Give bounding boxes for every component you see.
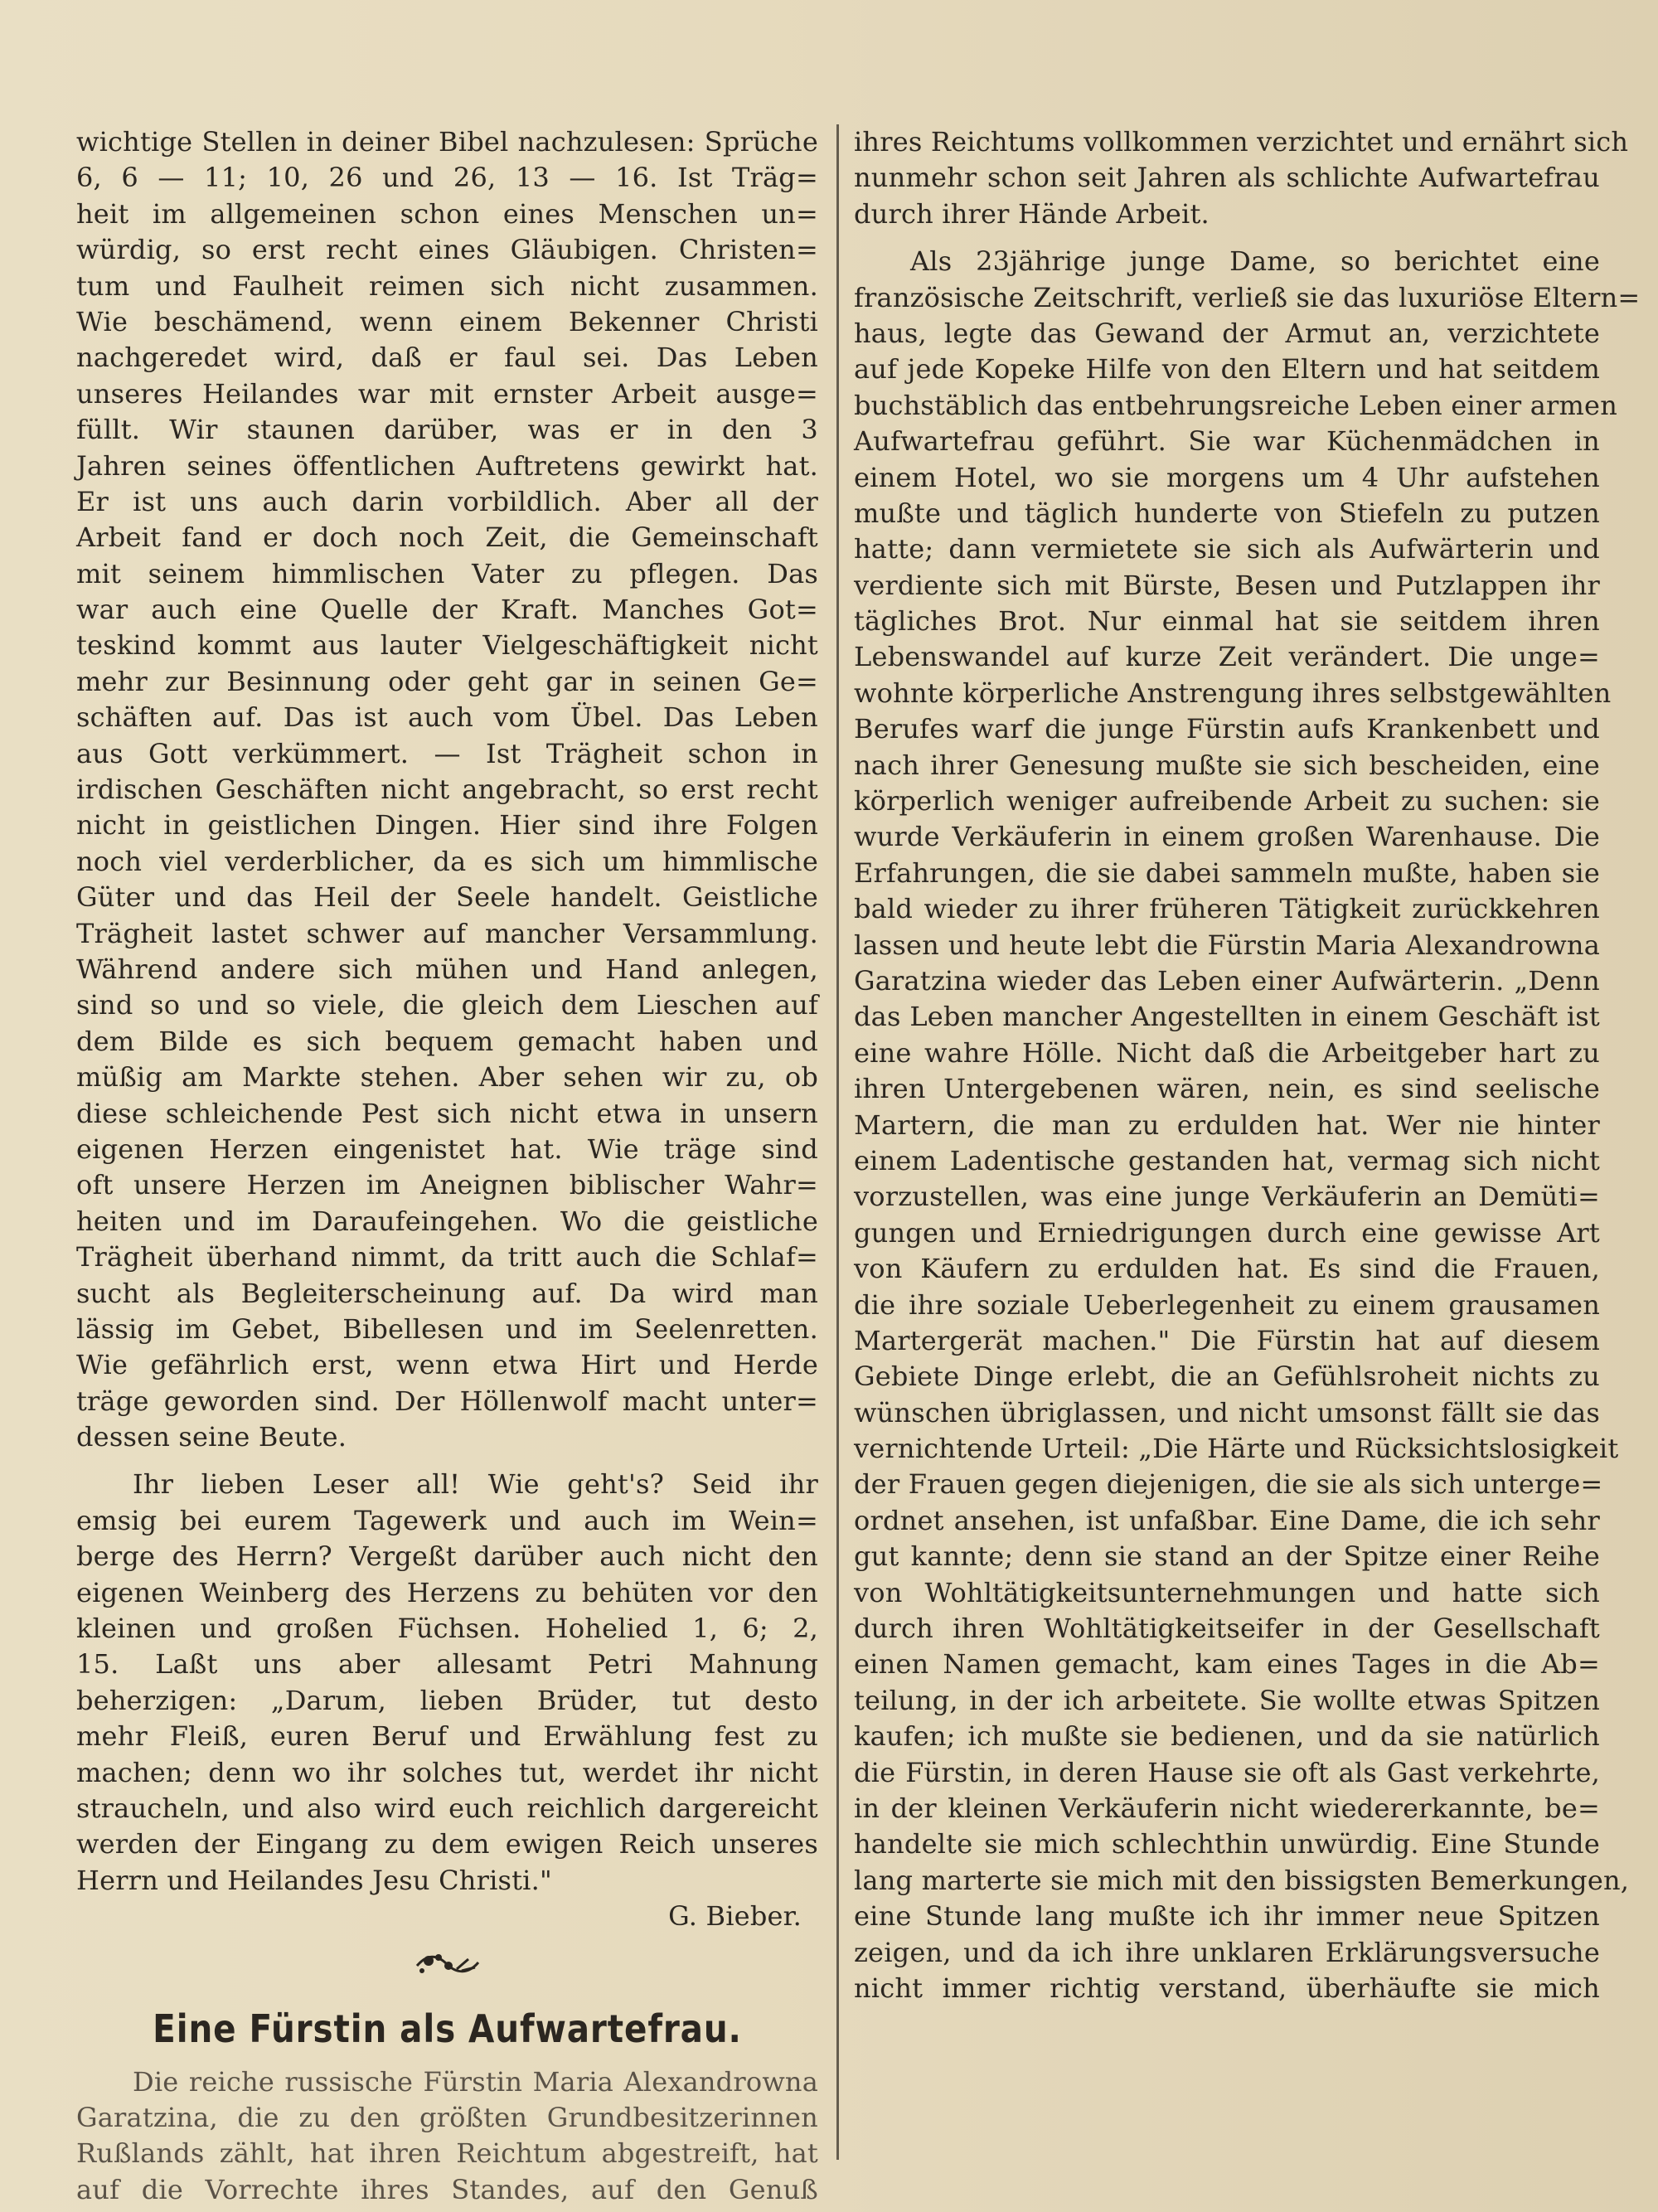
text-line: Rußlands zählt, hat ihren Reichtum abgestreift, hat xyxy=(76,2137,818,2170)
text-line: französische Zeitschrift, verließ sie das luxuriöse Eltern= xyxy=(854,281,1641,313)
text-line: heit im allgemeinen schon eines Menschen un= xyxy=(76,197,818,230)
text-line: wünschen übriglassen, und nicht umsonst fällt sie das xyxy=(854,1396,1600,1429)
paragraph-gap xyxy=(854,232,1600,244)
left-paragraph-readers xyxy=(76,1467,818,1899)
text-line: Während andere sich mühen und Hand anlegen, xyxy=(76,953,818,985)
text-line: vernichtende Urteil: „Die Härte und Rücksichtslosigkeit xyxy=(854,1433,1619,1465)
text-line: sucht als Begleiterscheinung auf. Da wird man xyxy=(76,1277,818,1309)
text-line: träge geworden sind. Der Höllenwolf macht unter= xyxy=(76,1385,818,1417)
text-line: einem Ladentische gestanden hat, vermag sich nicht xyxy=(854,1144,1600,1176)
text-line: auf jede Kopeke Hilfe von den Eltern und hat seitdem xyxy=(854,353,1600,386)
text-line: Martergerät machen." Die Fürstin hat auf diesem xyxy=(854,1324,1600,1356)
right-column xyxy=(854,124,1641,2006)
text-line: der Frauen gegen diejenigen, die sie als sich unterge= xyxy=(854,1468,1603,1501)
left-column xyxy=(76,124,818,2208)
text-line: Herrn und Heilandes Jesu Christi." xyxy=(76,1864,552,1896)
text-line: Arbeit fand er doch noch Zeit, die Gemeinschaft xyxy=(76,521,818,554)
text-line: vorzustellen, was eine junge Verkäuferin an Demüti= xyxy=(854,1181,1600,1213)
text-line: lassen und heute lebt die Fürstin Maria Alexandrowna xyxy=(854,929,1600,961)
text-line: ordnet ansehen, ist unfaßbar. Eine Dame, die ich sehr xyxy=(854,1504,1600,1536)
text-line: ihren Untergebenen wären, nein, es sind seelische xyxy=(854,1073,1600,1105)
text-line: unseres Heilandes war mit ernster Arbeit ausge= xyxy=(76,377,818,410)
text-line: auf die Vorrechte ihres Standes, auf den Genuß xyxy=(76,2173,818,2205)
text-line: wichtige Stellen in deiner Bibel nachzulesen: Sprüche xyxy=(76,126,818,158)
text-line: Lebenswandel auf kurze Zeit verändert. Die unge= xyxy=(854,641,1600,673)
text-line: hatte; dann vermietete sie sich als Aufwärterin und xyxy=(854,533,1600,565)
text-line: sind so und so viele, die gleich dem Lieschen auf xyxy=(76,989,818,1021)
text-line: mehr zur Besinnung oder geht gar in seinen Ge= xyxy=(76,665,818,697)
text-line: Gebiete Dinge erlebt, die an Gefühlsroheit nichts zu xyxy=(854,1361,1600,1393)
text-line: berge des Herrn? Vergeßt darüber auch nicht den xyxy=(76,1540,818,1573)
text-line: kleinen und großen Füchsen. Hohelied 1, 6; 2, xyxy=(76,1613,818,1645)
text-line: irdischen Geschäften nicht angebracht, so erst recht xyxy=(76,774,818,806)
text-line: Martern, die man zu erdulden hat. Wer nie hinter xyxy=(854,1108,1600,1141)
text-line: beherzigen: „Darum, lieben Brüder, tut desto xyxy=(76,1684,818,1716)
text-line: durch ihrer Hände Arbeit. xyxy=(854,197,1210,230)
text-line: die ihre soziale Ueberlegenheit zu einem grausamen xyxy=(854,1288,1600,1321)
text-line: Die reiche russische Fürstin Maria Alexandrowna xyxy=(133,2065,818,2098)
text-line: ihres Reichtums vollkommen verzichtet und ernährt sich xyxy=(854,126,1629,158)
text-line: zeigen, und da ich ihre unklaren Erklärungsversuche xyxy=(854,1936,1600,1968)
text-line: nicht in geistlichen Dingen. Hier sind ihre Folgen xyxy=(76,809,818,842)
text-line: handelte sie mich schlechthin unwürdig. Eine Stunde xyxy=(854,1828,1600,1860)
text-line: mit seinem himmlischen Vater zu pflegen. Das xyxy=(76,557,818,589)
text-line: Als 23jährige junge Dame, so berichtet eine xyxy=(910,245,1600,278)
text-line: von Wohltätigkeitsunternehmungen und hatte sich xyxy=(854,1576,1600,1608)
text-line: war auch eine Quelle der Kraft. Manches Got= xyxy=(76,594,818,626)
text-line: mußte und täglich hunderte von Stiefeln zu putzen xyxy=(854,497,1600,529)
text-line: Jahren seines öffentlichen Auftretens gewirkt hat. xyxy=(76,449,818,482)
text-line: gut kannte; denn sie stand an der Spitze einer Reihe xyxy=(854,1540,1600,1573)
text-line: die Fürstin, in deren Hause sie oft als Gast verkehrte, xyxy=(854,1756,1600,1788)
text-line: gungen und Erniedrigungen durch eine gewisse Art xyxy=(854,1216,1600,1249)
text-line: noch viel verderblicher, da es sich um himmlische xyxy=(76,845,818,877)
text-line: eine wahre Hölle. Nicht daß die Arbeitgeber hart zu xyxy=(854,1036,1600,1069)
text-line: von Käufern zu erdulden hat. Es sind die Frauen, xyxy=(854,1253,1600,1285)
text-line: einem Hotel, wo sie morgens um 4 Uhr aufstehen xyxy=(854,461,1600,493)
text-line: lang marterte sie mich mit den bissigsten Bemerkungen, xyxy=(854,1864,1630,1896)
text-line: dem Bilde es sich bequem gemacht haben und xyxy=(76,1025,818,1057)
text-line: Garatzina wieder das Leben einer Aufwärterin. „Denn xyxy=(854,964,1600,997)
right-paragraph-story xyxy=(854,244,1641,2006)
text-line: Erfahrungen, die sie dabei sammeln mußte, haben sie xyxy=(854,856,1600,889)
text-line: körperlich weniger aufreibende Arbeit zu suchen: sie xyxy=(854,785,1600,817)
text-line: Güter und das Heil der Seele handelt. Geistliche xyxy=(76,881,818,914)
text-line: machen; denn wo ihr solches tut, werdet ihr nicht xyxy=(76,1756,818,1788)
text-line: diese schleichende Pest sich nicht etwa in unsern xyxy=(76,1097,818,1129)
text-line: emsig bei eurem Tagewerk und auch im Wein= xyxy=(76,1504,818,1536)
text-line: buchstäblich das entbehrungsreiche Leben einer armen xyxy=(854,389,1618,421)
text-line: haus, legte das Gewand der Armut an, verzichtete xyxy=(854,317,1600,349)
text-line: werden der Eingang zu dem ewigen Reich unseres xyxy=(76,1828,818,1860)
text-line: Wie gefährlich erst, wenn etwa Hirt und Herde xyxy=(76,1349,818,1381)
text-line: verdiente sich mit Bürste, Besen und Putzlappen ihr xyxy=(854,569,1600,601)
floral-ornament-icon xyxy=(76,1935,818,1993)
text-line: lässig im Gebet, Bibellesen und im Seelenretten. xyxy=(76,1312,818,1345)
text-line: wurde Verkäuferin in einem großen Warenhause. Die xyxy=(854,821,1600,853)
text-line: Ihr lieben Leser all! Wie geht's? Seid ihr xyxy=(133,1468,818,1501)
text-line: straucheln, und also wird euch reichlich dargereicht xyxy=(76,1792,818,1824)
left-paragraph-princess xyxy=(76,2064,818,2209)
author-signature: G. Bieber. xyxy=(668,1900,802,1933)
text-line: nunmehr schon seit Jahren als schlichte Aufwartefrau xyxy=(854,162,1600,194)
text-line: 15. Laßt uns aber allesamt Petri Mahnung xyxy=(76,1648,818,1681)
text-line: heiten und im Daraufeingehen. Wo die geistliche xyxy=(76,1205,818,1237)
text-line: füllt. Wir staunen darüber, was er in den 3 xyxy=(76,414,818,446)
text-line: eigenen Herzen eingenistet hat. Wie träge sind xyxy=(76,1133,818,1165)
text-line: durch ihren Wohltätigkeitseifer in der Gesellschaft xyxy=(854,1613,1600,1645)
text-line: teskind kommt aus lauter Vielgeschäftigkeit nicht xyxy=(76,629,818,662)
text-line: Aufwartefrau geführt. Sie war Küchenmädchen in xyxy=(854,425,1600,458)
right-paragraph-intro xyxy=(854,124,1629,232)
text-line: Trägheit lastet schwer auf mancher Versammlung. xyxy=(76,917,818,949)
article-headline: Eine Fürstin als Aufwartefrau. xyxy=(153,2006,742,2051)
column-divider xyxy=(836,124,839,2160)
text-line: nach ihrer Genesung mußte sie sich bescheiden, eine xyxy=(854,749,1600,781)
text-line: schäften auf. Das ist auch vom Übel. Das Leben xyxy=(76,701,818,734)
text-line: Trägheit überhand nimmt, da tritt auch die Schlaf= xyxy=(76,1241,818,1273)
text-line: wohnte körperliche Anstrengung ihres selbstgewählten xyxy=(854,677,1612,709)
left-paragraph-sloth xyxy=(76,124,818,1455)
text-line: nachgeredet wird, daß er faul sei. Das Leben xyxy=(76,342,818,374)
text-line: nicht immer richtig verstand, überhäufte sie mich xyxy=(854,1972,1600,2004)
text-line: Er ist uns auch darin vorbildlich. Aber all der xyxy=(76,485,818,517)
text-line: oft unsere Herzen im Aneignen biblischer Wahr= xyxy=(76,1169,818,1201)
text-line: würdig, so erst recht eines Gläubigen. Christen= xyxy=(76,234,818,266)
text-line: Garatzina, die zu den größten Grundbesitzerinnen xyxy=(76,2101,818,2133)
text-line: teilung, in der ich arbeitete. Sie wollte etwas Spitzen xyxy=(854,1684,1600,1716)
text-line: dessen seine Beute. xyxy=(76,1421,347,1453)
text-line: Berufes warf die junge Fürstin aufs Krankenbett und xyxy=(854,713,1600,745)
text-line: müßig am Markte stehen. Aber sehen wir zu, ob xyxy=(76,1061,818,1094)
paragraph-gap xyxy=(76,1455,818,1467)
text-line: kaufen; ich mußte sie bedienen, und da sie natürlich xyxy=(854,1720,1600,1753)
text-line: 6, 6 — 11; 10, 26 und 26, 13 — 16. Ist Träg= xyxy=(76,162,818,194)
text-line: eigenen Weinberg des Herzens zu behüten vor den xyxy=(76,1576,818,1608)
text-line: aus Gott verkümmert. — Ist Trägheit schon in xyxy=(76,737,818,769)
text-line: einen Namen gemacht, kam eines Tages in die Ab= xyxy=(854,1648,1600,1681)
text-line: mehr Fleiß, euren Beruf und Erwählung fest zu xyxy=(76,1720,818,1753)
text-line: eine Stunde lang mußte ich ihr immer neue Spitzen xyxy=(854,1900,1600,1933)
text-line: tum und Faulheit reimen sich nicht zusammen. xyxy=(76,269,818,302)
text-line: bald wieder zu ihrer früheren Tätigkeit zurückkehren xyxy=(854,893,1600,925)
text-line: das Leben mancher Angestellten in einem Geschäft ist xyxy=(854,1001,1600,1033)
text-line: in der kleinen Verkäuferin nicht wiedererkannte, be= xyxy=(854,1792,1600,1824)
text-line: tägliches Brot. Nur einmal hat sie seitdem ihren xyxy=(854,605,1600,638)
text-line: Wie beschämend, wenn einem Bekenner Christi xyxy=(76,305,818,337)
